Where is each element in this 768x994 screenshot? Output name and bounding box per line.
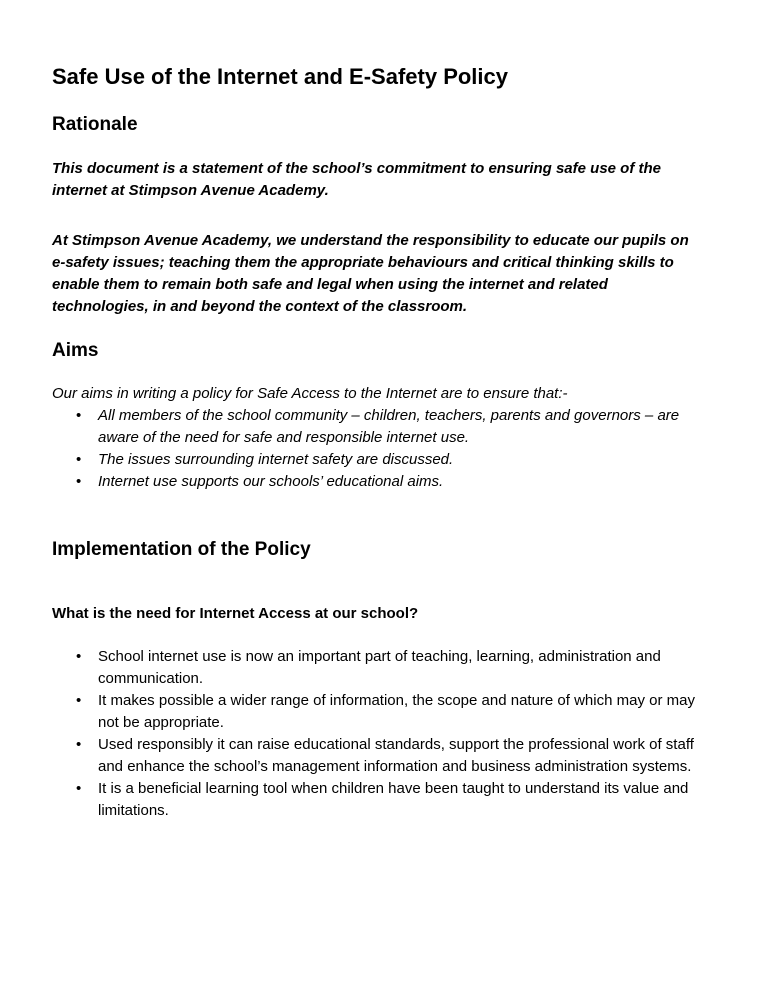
implementation-item-3: Used responsibly it can raise educational standards, support the professional work of staff and enhance the school’s management information and business administration systems. xyxy=(98,736,694,775)
rationale-paragraph-1: This document is a statement of the school’s commitment to ensuring safe use of the internet at Stimpson Avenue Academy. xyxy=(52,160,661,199)
bullet-icon: • xyxy=(76,648,82,665)
aims-item-3: Internet use supports our schools’ educational aims. xyxy=(98,473,444,490)
bullet-icon: • xyxy=(76,736,82,753)
list-item xyxy=(72,690,712,734)
aims-item-1: All members of the school community – children, teachers, parents and governors – are aware of the need for safe and responsible internet use. xyxy=(98,407,680,446)
implementation-list xyxy=(72,646,712,822)
list-item xyxy=(72,405,712,449)
bullet-icon: • xyxy=(76,451,82,468)
bullet-icon: • xyxy=(76,780,82,797)
rationale-paragraph-2: At Stimpson Avenue Academy, we understand the responsibility to educate our pupils on e-safety issues; teaching them the appropriate behaviours and critical thinking skills to enable them to remain both safe and legal when using the internet and related technologies, in and beyond the context of the classroom. xyxy=(52,232,689,315)
list-item xyxy=(72,646,712,690)
list-item xyxy=(72,734,712,778)
list-item xyxy=(72,778,712,822)
implementation-item-4: It is a beneficial learning tool when children have been taught to understand its value and limitations. xyxy=(98,780,689,819)
aims-intro: Our aims in writing a policy for Safe Access to the Internet are to ensure that:- xyxy=(52,385,568,402)
document-title: Safe Use of the Internet and E-Safety Policy xyxy=(52,64,509,89)
bullet-icon: • xyxy=(76,407,82,424)
implementation-subheading: What is the need for Internet Access at our school? xyxy=(52,605,419,622)
rationale-heading: Rationale xyxy=(52,114,138,135)
aims-list xyxy=(72,405,712,493)
aims-item-2: The issues surrounding internet safety are discussed. xyxy=(98,451,454,468)
bullet-icon: • xyxy=(76,473,82,490)
list-item xyxy=(72,471,712,493)
aims-heading: Aims xyxy=(52,340,99,361)
implementation-heading: Implementation of the Policy xyxy=(52,539,311,560)
bullet-icon: • xyxy=(76,692,82,709)
list-item xyxy=(72,449,712,471)
implementation-item-2: It makes possible a wider range of information, the scope and nature of which may or may not be appropriate. xyxy=(98,692,695,731)
implementation-item-1: School internet use is now an important part of teaching, learning, administration and communication. xyxy=(98,648,661,687)
